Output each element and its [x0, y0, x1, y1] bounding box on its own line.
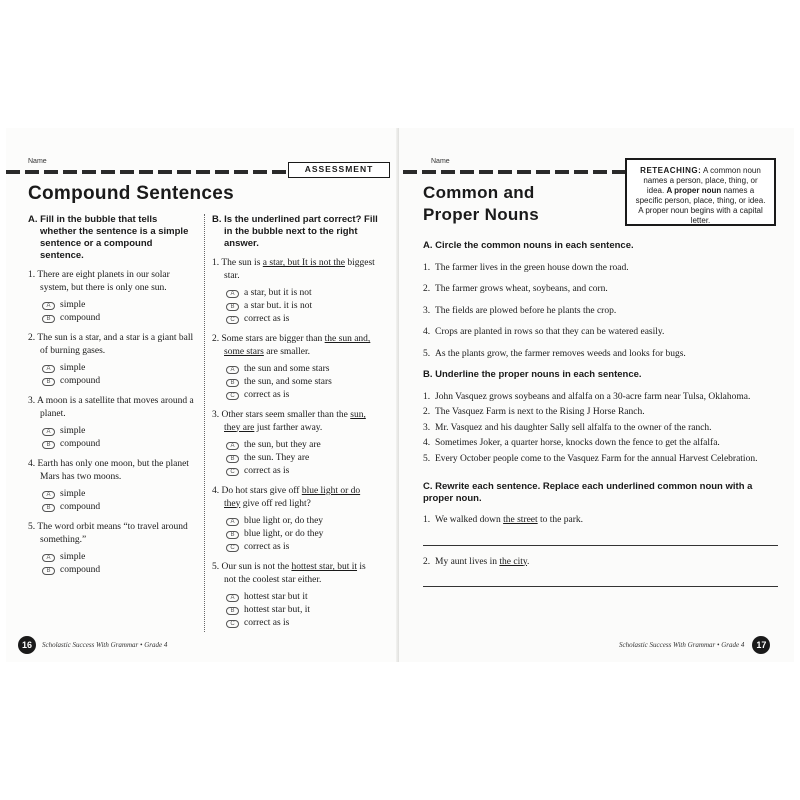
reteaching-heading: RETEACHING: — [640, 166, 702, 175]
answer-option[interactable] — [42, 362, 196, 375]
answer-option[interactable] — [226, 541, 378, 554]
part-a-directions: A. Circle the common nouns in each sentence. — [423, 240, 634, 251]
option-label: correct as is — [244, 314, 290, 324]
sentence-number: 1. — [423, 515, 431, 525]
option-label: correct as is — [244, 390, 290, 400]
sentence-number: 3. — [423, 305, 431, 316]
option-label: blue light or, do they — [244, 516, 324, 526]
option-label: simple — [60, 426, 86, 436]
answer-options — [212, 515, 378, 554]
question — [28, 395, 196, 420]
title-line-2: Proper Nouns — [423, 205, 540, 224]
question-text: The word orbit means “to travel around something.” — [37, 522, 188, 545]
sentence-text: Mr. Vasquez and his daughter Sally sell alfalfa to the owner of the ranch. — [435, 422, 712, 433]
answer-option[interactable] — [42, 488, 196, 501]
option-label: simple — [60, 552, 86, 562]
option-label: the sun, and some stars — [244, 377, 332, 387]
answer-options — [212, 591, 378, 630]
answer-option[interactable] — [42, 312, 196, 325]
option-label: simple — [60, 300, 86, 310]
answer-bubble[interactable]: A — [42, 365, 55, 373]
option-label: compound — [60, 502, 101, 512]
sentence-number: 1. — [423, 262, 431, 273]
question-text: There are eight planets in our solar system, but there is only one sun. — [37, 270, 170, 293]
answer-bubble[interactable]: B — [226, 455, 239, 463]
footer-left — [18, 636, 167, 654]
question-number: 1. — [28, 270, 36, 280]
sentence — [423, 437, 778, 450]
sentence-text: John Vasquez grows soybeans and alfalfa on a 30-acre farm near Tulsa, Oklahoma. — [435, 391, 751, 402]
sentence-number: 5. — [423, 453, 431, 464]
reteaching-text-1: A common noun names a person, place, thing, or idea. — [643, 166, 761, 195]
option-label: simple — [60, 363, 86, 373]
underlined-noun: the street — [503, 515, 538, 525]
question-text: is not the coolest star either. — [224, 562, 366, 585]
underlined-part: a star, but It is not the — [262, 258, 345, 268]
sentence — [423, 453, 778, 466]
answer-write-line[interactable] — [423, 586, 778, 587]
answer-bubble[interactable]: C — [226, 544, 239, 552]
question-number: 5. — [28, 522, 36, 532]
option-label: a star, but it is not — [244, 288, 312, 298]
answer-option[interactable] — [42, 425, 196, 438]
question-text: Other stars seem smaller than the — [221, 410, 351, 420]
sentence-number: 4. — [423, 438, 431, 448]
sentence — [423, 422, 778, 435]
answer-option[interactable] — [226, 465, 378, 478]
answer-bubble[interactable]: A — [226, 594, 239, 602]
sentence-number: 2. — [423, 407, 431, 417]
sentence-number: 3. — [423, 422, 431, 433]
sentence-text — [435, 514, 583, 527]
answer-bubble[interactable]: A — [42, 302, 55, 310]
question-text: are smaller. — [263, 346, 311, 357]
part-a-column — [28, 214, 196, 577]
reteaching-box — [625, 158, 776, 226]
question — [28, 269, 196, 294]
part-b-directions: B. Underline the proper nouns in each sentence. — [423, 369, 642, 380]
question-number: 3. — [212, 410, 220, 420]
sentence-text: The Vasquez Farm is next to the Rising J Horse Ranch. — [435, 407, 645, 417]
option-label: compound — [60, 439, 101, 449]
sentence-number: 4. — [423, 327, 431, 337]
answer-option[interactable] — [226, 300, 378, 313]
answer-option[interactable] — [226, 617, 378, 630]
answer-options — [28, 551, 196, 577]
answer-bubble[interactable]: B — [42, 378, 55, 386]
part-c-directions: C. Rewrite each sentence. Replace each underlined common noun with a proper noun. — [423, 481, 753, 504]
sentence — [423, 406, 778, 419]
answer-bubble[interactable]: B — [226, 607, 239, 615]
reteaching-text-2: names a specific person, place, thing, or idea. A proper noun begins with a capital letter. — [635, 186, 766, 225]
assessment-tag: ASSESSMENT — [288, 162, 390, 178]
answer-bubble[interactable]: C — [226, 620, 239, 628]
answer-option[interactable] — [226, 439, 378, 452]
option-label: compound — [60, 313, 101, 323]
page-title — [423, 182, 539, 226]
answer-bubble[interactable]: B — [42, 567, 55, 575]
page-number: 16 — [18, 636, 36, 654]
answer-option[interactable] — [226, 376, 378, 389]
question-number: 4. — [28, 459, 36, 469]
option-label: hottest star but, it — [244, 605, 310, 615]
question-text: The sun is a star, and a star is a giant ball of burning gases. — [37, 333, 194, 356]
part-b-directions: B. Is the underlined part correct? Fill in the bubble next to the right answer. — [212, 214, 378, 249]
answer-options — [212, 287, 378, 326]
answer-options — [28, 488, 196, 514]
sentence — [423, 514, 778, 527]
question — [212, 485, 378, 510]
question — [212, 333, 378, 358]
sentence-text: The fields are plowed before he plants the crop. — [435, 305, 617, 316]
sentence-number: 2. — [423, 284, 431, 294]
answer-options — [28, 425, 196, 451]
question — [28, 521, 196, 546]
part-b-column — [212, 214, 378, 630]
question — [212, 257, 378, 282]
answer-option[interactable] — [226, 389, 378, 402]
question-text: Earth has only one moon, but the planet Mars has two moons. — [37, 459, 189, 482]
sentence-text: Every October people come to the Vasquez Farm for the annual Harvest Celebration. — [435, 453, 758, 464]
answer-bubble[interactable]: B — [226, 303, 239, 311]
answer-option[interactable] — [42, 501, 196, 514]
answer-option[interactable] — [42, 551, 196, 564]
column-divider — [204, 214, 205, 632]
dashed-rule — [6, 170, 288, 174]
sentence-post: to the park. — [537, 515, 584, 525]
question — [28, 332, 196, 357]
question — [28, 458, 196, 483]
name-label: Name — [28, 158, 47, 165]
answer-bubble[interactable]: C — [226, 392, 239, 400]
title-line-1: Common and — [423, 183, 535, 202]
answer-option[interactable] — [42, 438, 196, 451]
underlined-noun: the city — [499, 556, 527, 567]
question-text: Some stars are bigger than — [221, 334, 325, 344]
footer-text: Scholastic Success With Grammar • Grade 4 — [42, 641, 168, 649]
answer-options — [212, 363, 378, 402]
answer-bubble[interactable]: A — [42, 428, 55, 436]
reteaching-strong: A proper noun — [666, 186, 722, 195]
sentence-pre: My aunt lives in — [435, 556, 500, 567]
question-number: 4. — [212, 486, 220, 496]
answer-write-line[interactable] — [423, 545, 778, 546]
question — [212, 409, 378, 434]
option-label: compound — [60, 376, 101, 386]
question-text: Our sun is not the — [221, 562, 292, 572]
underlined-part: sun, they are — [224, 410, 366, 433]
question-text: biggest star. — [224, 258, 375, 281]
answer-option[interactable] — [42, 375, 196, 388]
option-label: compound — [60, 565, 101, 575]
sentence-text: Sometimes Joker, a quarter horse, knocks down the fence to get the alfalfa. — [435, 438, 720, 448]
answer-bubble[interactable]: A — [226, 366, 239, 374]
sentence-text — [435, 556, 529, 569]
question-text: A moon is a satellite that moves around a planet. — [36, 396, 194, 419]
answer-option[interactable] — [42, 299, 196, 312]
answer-bubble[interactable]: B — [42, 504, 55, 512]
answer-bubble[interactable]: A — [226, 442, 239, 450]
part-a-directions: A. Fill in the bubble that tells whether the sentence is a simple sentence or a compound sentence. — [28, 214, 189, 261]
option-label: hottest star but it — [244, 592, 308, 602]
answer-bubble[interactable]: B — [226, 379, 239, 387]
sentence — [423, 283, 778, 296]
sentence-pre: We walked down — [435, 515, 504, 525]
option-label: the sun, but they are — [244, 440, 321, 450]
sentence-text: The farmer grows wheat, soybeans, and corn. — [435, 284, 608, 294]
left-page — [6, 128, 399, 662]
answer-bubble[interactable]: A — [226, 290, 239, 298]
answer-option[interactable] — [226, 313, 378, 326]
sentence-text: As the plants grow, the farmer removes weeds and looks for bugs. — [435, 348, 686, 359]
answer-option[interactable] — [226, 287, 378, 300]
answer-option[interactable] — [226, 591, 378, 604]
answer-option[interactable] — [226, 528, 378, 541]
option-label: a star but. it is not — [244, 301, 313, 311]
option-label: blue light, or do they — [244, 529, 324, 539]
sentence — [423, 348, 778, 361]
sentence-number: 5. — [423, 348, 431, 359]
question — [212, 561, 378, 586]
footer-text: Scholastic Success With Grammar • Grade 4 — [619, 641, 745, 649]
question-text: The sun is — [221, 258, 263, 268]
dashed-rule — [403, 170, 625, 174]
answer-option[interactable] — [226, 604, 378, 617]
answer-option[interactable] — [42, 564, 196, 577]
question-number: 2. — [28, 333, 36, 343]
question-number: 3. — [28, 396, 36, 406]
answer-bubble[interactable]: C — [226, 468, 239, 476]
option-label: correct as is — [244, 618, 290, 628]
answer-bubble[interactable]: A — [226, 518, 239, 526]
question-text: give off red light? — [240, 498, 311, 509]
option-label: the sun and some stars — [244, 364, 330, 374]
answer-options — [28, 299, 196, 325]
answer-options — [28, 362, 196, 388]
question-text: Do hot stars give off — [221, 486, 302, 496]
option-label: correct as is — [244, 466, 290, 476]
sentence-number: 2. — [423, 556, 431, 567]
workbook-spread — [6, 128, 794, 662]
question-number: 2. — [212, 334, 220, 344]
answer-bubble[interactable]: A — [42, 491, 55, 499]
right-page — [399, 128, 794, 662]
answer-option[interactable] — [226, 452, 378, 465]
name-label: Name — [431, 158, 450, 165]
underlined-part: blue light or do they — [224, 486, 361, 509]
answer-bubble[interactable]: B — [226, 531, 239, 539]
answer-bubble[interactable]: C — [226, 316, 239, 324]
question-number: 1. — [212, 258, 220, 268]
underlined-part: hottest star, but it — [291, 562, 358, 572]
question-number: 5. — [212, 562, 220, 572]
underlined-part: the sun and, some stars — [224, 334, 371, 357]
answer-bubble[interactable]: B — [42, 315, 55, 323]
answer-option[interactable] — [226, 363, 378, 376]
option-label: correct as is — [244, 542, 290, 552]
sentence-text: Crops are planted in rows so that they can be watered easily. — [435, 327, 665, 337]
answer-bubble[interactable]: B — [42, 441, 55, 449]
sentence-post: . — [527, 556, 530, 567]
sentence — [423, 326, 778, 339]
page-title: Compound Sentences — [28, 183, 234, 204]
sentence-text: The farmer lives in the green house down the road. — [435, 262, 629, 273]
sentence — [423, 305, 778, 318]
sentence — [423, 262, 778, 275]
copyright-vertical — [356, 527, 362, 528]
option-label: simple — [60, 489, 86, 499]
page-number: 17 — [752, 636, 770, 654]
option-label: the sun. They are — [244, 453, 310, 463]
sentence-number: 1. — [423, 391, 431, 402]
answer-options — [212, 439, 378, 478]
answer-bubble[interactable]: A — [42, 554, 55, 562]
sentence — [423, 556, 778, 569]
question-text: just farther away. — [254, 422, 323, 433]
right-page-body — [423, 240, 778, 597]
sentence — [423, 391, 778, 404]
footer-right — [619, 636, 770, 654]
